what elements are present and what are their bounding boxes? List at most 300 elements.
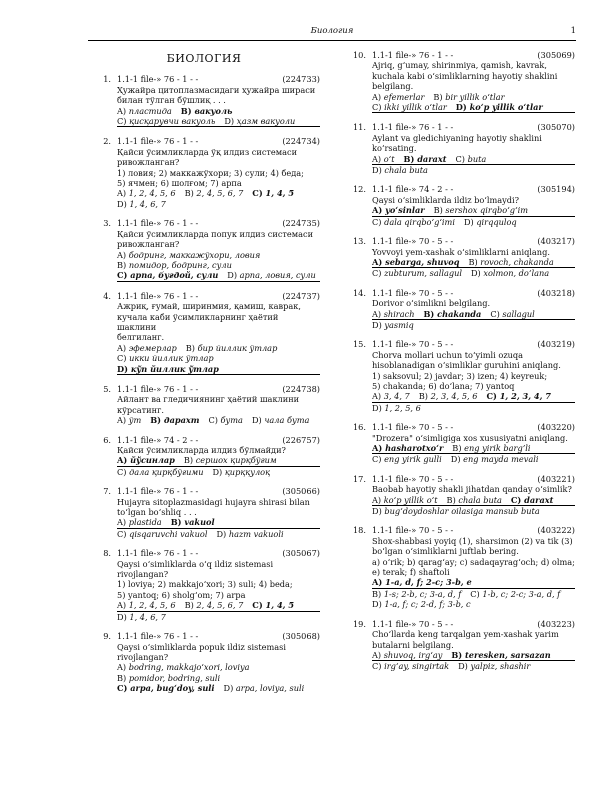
answer-row bbox=[117, 106, 320, 116]
question-id: (403219) bbox=[537, 339, 575, 350]
answer-row bbox=[372, 661, 575, 671]
question bbox=[88, 384, 320, 426]
answer-option bbox=[447, 495, 502, 505]
question-number: 11. bbox=[352, 122, 366, 133]
answer-row bbox=[372, 599, 575, 609]
answer-letter: C) bbox=[372, 102, 382, 113]
question-id: (305066) bbox=[282, 486, 320, 497]
answer-text: дала қирқбўғими bbox=[129, 466, 204, 477]
answer-option bbox=[372, 320, 414, 330]
answer-row bbox=[372, 257, 575, 268]
question-text-line: Dorivor o‘simlikni belgilang. bbox=[372, 298, 491, 309]
answer-option bbox=[471, 268, 549, 278]
answer-row bbox=[372, 217, 575, 227]
answer-text: pomidor, bodring, suli bbox=[128, 672, 221, 683]
question-number: 12. bbox=[352, 184, 366, 195]
question-text-line: 5) chakanda; 6) do‘lana; 7) yantoq bbox=[372, 380, 515, 391]
answer-text: ko‘p yillik o‘t bbox=[383, 494, 438, 505]
question-header bbox=[88, 486, 320, 496]
answer-option bbox=[434, 205, 528, 215]
answer-letter: A) bbox=[372, 494, 382, 505]
question-text-line: belgilang. bbox=[372, 81, 414, 92]
answer-text: yalpiz, shashir bbox=[470, 661, 531, 672]
answer-row bbox=[372, 309, 575, 320]
correct-answer-option bbox=[117, 364, 219, 374]
question-meta: 1.1-1 file-» 70 - 5 - - bbox=[372, 525, 454, 536]
question-body bbox=[343, 298, 575, 330]
question-body bbox=[88, 229, 320, 282]
question-header bbox=[343, 288, 575, 298]
answer-letter: A) bbox=[372, 91, 382, 102]
answer-text: қисқарувчи вакуоль bbox=[129, 116, 216, 127]
answer-text: вакуоль bbox=[194, 105, 233, 116]
answer-option bbox=[227, 270, 316, 280]
answer-text: buta bbox=[467, 153, 487, 164]
question-body bbox=[343, 536, 575, 610]
question-id: (224733) bbox=[282, 74, 320, 85]
answer-row bbox=[372, 391, 575, 402]
question-body bbox=[88, 147, 320, 209]
answer-row bbox=[372, 506, 575, 516]
question-number: 5. bbox=[103, 383, 111, 394]
question-id: (224735) bbox=[282, 218, 320, 229]
answer-row bbox=[117, 188, 320, 198]
answer-row bbox=[117, 415, 320, 425]
answer-text: бодринг, маккажўхори, ловия bbox=[128, 249, 261, 260]
question-meta: 1.1-1 file-» 76 - 1 - - bbox=[117, 548, 199, 559]
answer-letter: B) bbox=[372, 588, 382, 599]
answer-letter: D) bbox=[117, 363, 128, 374]
answer-text: 1-s; 2-b, c; 3-a, d, f bbox=[383, 588, 462, 599]
question-number: 7. bbox=[103, 486, 111, 497]
answer-text: бута bbox=[220, 415, 243, 426]
question-body bbox=[88, 559, 320, 622]
question-header bbox=[343, 525, 575, 535]
answer-text: shuvoq, irg‘ay bbox=[383, 649, 443, 660]
answer-text: 1-a, f; c; 2-d, f; 3-b, c bbox=[384, 599, 471, 610]
question bbox=[343, 422, 575, 465]
question-meta: 1.1-1 file-» 70 - 5 - - bbox=[372, 422, 454, 433]
answer-text: eng yirik barg’li bbox=[464, 443, 531, 453]
answer-row bbox=[117, 517, 320, 528]
answer-row bbox=[372, 443, 575, 454]
answer-text: 1-a, d, f; 2-c; 3-b, e bbox=[385, 577, 472, 588]
question-text-line: rivojlangan? bbox=[117, 569, 169, 580]
answer-row bbox=[117, 353, 320, 375]
answer-letter: C) bbox=[117, 353, 127, 364]
question-header bbox=[88, 74, 320, 84]
answer-letter: D) bbox=[372, 599, 382, 610]
answer-option bbox=[212, 467, 270, 477]
answer-letter: B) bbox=[433, 205, 443, 216]
question-text-line: hisoblanadigan o‘simliklar guruhini aniqlang. bbox=[372, 360, 561, 371]
question-text-line: Shox-shabbasi yoyiq (1), sharsimon (2) va tik (3) bbox=[372, 535, 573, 546]
answer-text: эфемерлар bbox=[128, 342, 177, 353]
answer-option bbox=[117, 353, 214, 363]
question-id: (305194) bbox=[537, 184, 575, 195]
question-body bbox=[88, 394, 320, 425]
answer-letter: C) bbox=[117, 466, 127, 477]
question-text-line: Yovvoyi yem-xashak o‘simliklarni aniqlang. bbox=[372, 246, 550, 257]
answer-letter: D) bbox=[455, 102, 467, 113]
question-text-line: Hujayra sitoplazmasidagi hujayra shirasi bilan bbox=[117, 496, 310, 507]
answer-row bbox=[372, 205, 575, 216]
answer-letter: C) bbox=[372, 268, 382, 279]
question-id: (305070) bbox=[537, 122, 575, 133]
question-body bbox=[88, 497, 320, 540]
answer-option bbox=[224, 116, 295, 126]
question-text-line: 1) ловия; 2) маккажўхори; 3) сули; 4) беда; bbox=[117, 167, 304, 178]
answer-letter: C) bbox=[510, 494, 522, 505]
correct-answer-option bbox=[252, 600, 294, 610]
answer-text: йўсинлар bbox=[130, 455, 175, 466]
answer-text: ўт bbox=[128, 415, 142, 426]
question-body bbox=[343, 247, 575, 279]
answer-option bbox=[372, 102, 447, 112]
question-id: (226757) bbox=[282, 434, 320, 445]
answer-letter: C) bbox=[455, 153, 465, 164]
answer-option bbox=[372, 650, 442, 660]
answer-text: chala buta bbox=[384, 165, 428, 176]
question-body bbox=[343, 433, 575, 465]
question bbox=[343, 525, 575, 609]
answer-text: xolmon, do‘lana bbox=[483, 268, 550, 279]
correct-answer-option bbox=[511, 495, 554, 505]
answer-option bbox=[433, 92, 504, 102]
question-text-line: 5) yantoq; 6) sholg‘om; 7) arpa bbox=[117, 589, 246, 600]
answer-option bbox=[490, 309, 534, 319]
answer-row bbox=[372, 268, 575, 278]
answer-option bbox=[117, 343, 177, 353]
answer-letter: D) bbox=[463, 216, 474, 227]
correct-answer-option bbox=[372, 257, 459, 267]
answer-text: shirach bbox=[383, 308, 415, 319]
answer-letter: D) bbox=[450, 454, 461, 465]
answer-option bbox=[117, 199, 166, 209]
answer-option bbox=[208, 415, 242, 425]
question-meta: 1.1-1 file-» 70 - 5 - - bbox=[372, 618, 454, 629]
question bbox=[343, 339, 575, 413]
answer-option bbox=[117, 612, 166, 622]
answer-letter: C) bbox=[486, 391, 497, 402]
answer-text: 1, 2, 4, 5, 6 bbox=[128, 600, 176, 611]
question-body bbox=[343, 350, 575, 413]
question-text-line: Cho‘llarda keng tarqalgan yem-xashak yarim bbox=[372, 629, 559, 640]
answer-option bbox=[216, 529, 283, 539]
answer-option bbox=[117, 529, 207, 539]
answer-letter: B) bbox=[451, 649, 463, 660]
answer-text: zubturum, sallagul bbox=[384, 268, 462, 279]
answer-option bbox=[117, 600, 176, 610]
answer-option bbox=[452, 443, 530, 453]
question-header bbox=[343, 50, 575, 60]
answer-option bbox=[372, 403, 421, 413]
answer-text: rovoch, chakanda bbox=[480, 256, 554, 267]
question-number: 2. bbox=[103, 136, 111, 147]
answer-text: пластида bbox=[128, 105, 172, 116]
question-header bbox=[88, 435, 320, 445]
question-text-line: bo‘lgan o‘simliklarni juftlab bering. bbox=[372, 546, 519, 557]
answer-option bbox=[456, 154, 487, 164]
answer-letter: D) bbox=[458, 661, 468, 672]
answer-option bbox=[468, 257, 553, 267]
answer-letter: C) bbox=[117, 270, 128, 281]
answer-letter: A) bbox=[117, 662, 127, 673]
answer-text: қирққулоқ bbox=[224, 466, 271, 477]
answer-letter: A) bbox=[372, 256, 383, 267]
correct-answer-option bbox=[372, 205, 425, 215]
answer-letter: D) bbox=[117, 198, 127, 209]
correct-answer-option bbox=[117, 455, 175, 465]
question-id: (403220) bbox=[537, 422, 575, 433]
answer-text: 1, 2, 4, 5, 6 bbox=[128, 188, 176, 199]
answer-row bbox=[117, 612, 320, 622]
answer-text: 1-b, c; 2-c; 3-a, d, f bbox=[482, 588, 561, 599]
answer-letter: C) bbox=[372, 454, 382, 465]
answer-text: sebarga, shuvoq bbox=[385, 256, 460, 267]
correct-answer-option bbox=[456, 102, 543, 112]
answer-text: 1, 4, 5 bbox=[265, 188, 295, 199]
correct-answer-option bbox=[451, 650, 550, 660]
question-body bbox=[343, 133, 575, 176]
question-text-line: Qaysi o‘simliklarda popuk ildiz sistemasi bbox=[117, 641, 286, 652]
answer-text: сершох қирқбўғим bbox=[195, 455, 277, 466]
question-text-line: a) o‘rik; b) qarag‘ay; c) sadaqayrag‘och; d) olma; bbox=[372, 556, 575, 567]
answer-letter: A) bbox=[372, 308, 382, 319]
question bbox=[343, 184, 575, 227]
question-meta: 1.1-1 file-» 76 - 1 - - bbox=[117, 218, 199, 229]
answer-letter: B) bbox=[170, 517, 182, 528]
answer-letter: A) bbox=[117, 600, 127, 611]
answer-letter: D) bbox=[251, 415, 262, 426]
answer-text: arpa, loviya, suli bbox=[235, 683, 305, 694]
question-text-line: butalarni belgilang. bbox=[372, 639, 454, 650]
answer-letter: B) bbox=[150, 415, 162, 426]
answer-letter: D) bbox=[212, 466, 223, 477]
question-text-line: to‘lgan bo‘shliq . . . bbox=[117, 507, 197, 518]
answer-option bbox=[372, 268, 462, 278]
answer-option bbox=[117, 260, 232, 270]
answer-letter: A) bbox=[372, 153, 382, 164]
answer-text: икки йиллик ўтлар bbox=[129, 353, 214, 364]
correct-answer-option bbox=[150, 415, 199, 425]
answer-option bbox=[117, 673, 220, 683]
question-meta: 1.1-1 file-» 76 - 1 - - bbox=[117, 136, 199, 147]
question-text-line: ko‘rsating. bbox=[372, 143, 417, 154]
answer-letter: C) bbox=[470, 588, 480, 599]
answer-letter: A) bbox=[117, 455, 128, 466]
answer-letter: B) bbox=[184, 188, 194, 199]
correct-answer-option bbox=[171, 517, 215, 527]
answer-row bbox=[117, 673, 320, 683]
question-text-line: Baobab hayotiy shakli jihatdan qanday o‘simlik? bbox=[372, 484, 572, 495]
answer-row bbox=[117, 270, 320, 281]
correct-answer-option bbox=[181, 106, 233, 116]
answer-letter: B) bbox=[423, 308, 435, 319]
question-id: (403218) bbox=[537, 287, 575, 298]
answer-row bbox=[117, 683, 320, 693]
answer-letter: A) bbox=[372, 649, 382, 660]
question-text-line: Айлант ва гледичиянинг ҳаётий шаклини bbox=[117, 394, 300, 405]
answer-letter: B) bbox=[452, 443, 462, 453]
question-header bbox=[88, 631, 320, 641]
question-header bbox=[88, 291, 320, 301]
answer-text: plastida bbox=[128, 517, 162, 528]
answer-letter: C) bbox=[208, 415, 218, 426]
question-id: (224734) bbox=[282, 136, 320, 147]
question-text-line: e) terak; f) shaftoli bbox=[372, 567, 450, 578]
answer-letter: D) bbox=[372, 506, 382, 517]
answer-text: qisqaruvchi vakuol bbox=[129, 528, 208, 539]
answer-text: помидор, бодринг, сули bbox=[128, 259, 232, 270]
question-text-line: кучала каби ўсимликларнинг ҳаётий шаклини bbox=[117, 311, 279, 332]
answer-option bbox=[372, 454, 442, 464]
answer-letter: D) bbox=[372, 402, 382, 413]
question-header bbox=[88, 136, 320, 146]
answer-option bbox=[117, 250, 260, 260]
question-text-line: Қайси ўсимликларда ўқ илдиз системаси bbox=[117, 146, 298, 157]
question-meta: 1.1-1 file-» 76 - 1 - - bbox=[117, 486, 199, 497]
answer-text: eng yirik gulli bbox=[384, 454, 442, 465]
question-text-line: 1) loviya; 2) makkajo‘xori; 3) suli; 4) beda; bbox=[117, 579, 293, 590]
answer-letter: A) bbox=[372, 205, 383, 216]
question-meta: 1.1-1 file-» 70 - 5 - - bbox=[372, 287, 454, 298]
answer-letter: D) bbox=[224, 116, 235, 127]
answer-option bbox=[458, 661, 530, 671]
answer-letter: B) bbox=[180, 105, 192, 116]
answer-text: 1, 2, 5, 6 bbox=[384, 402, 421, 413]
header-title: Биология bbox=[310, 26, 354, 36]
answer-row bbox=[117, 260, 320, 270]
answer-option bbox=[372, 661, 449, 671]
answer-option bbox=[186, 343, 278, 353]
answer-option bbox=[117, 116, 215, 126]
answer-letter: B) bbox=[468, 256, 478, 267]
answer-option bbox=[117, 188, 176, 198]
answer-option bbox=[252, 415, 309, 425]
answer-option bbox=[464, 217, 517, 227]
answer-text: кўп йиллик ўтлар bbox=[130, 363, 219, 374]
answer-text: vakuol bbox=[184, 517, 215, 528]
answer-letter: B) bbox=[403, 153, 415, 164]
question-number: 3. bbox=[103, 218, 111, 229]
question-text-line: ривожланган? bbox=[117, 157, 180, 168]
answer-option bbox=[185, 188, 244, 198]
answer-option bbox=[117, 415, 141, 425]
answer-option bbox=[451, 454, 539, 464]
question-id: (224738) bbox=[282, 383, 320, 394]
answer-row bbox=[372, 495, 575, 506]
answer-row bbox=[372, 320, 575, 330]
question bbox=[343, 122, 575, 175]
question-body bbox=[88, 301, 320, 375]
question-text-line: Қайси ўсимликларда попук илдиз системаси bbox=[117, 228, 314, 239]
question-text-line: белгиланг. bbox=[117, 332, 165, 343]
answer-row bbox=[372, 92, 575, 102]
answer-letter: A) bbox=[117, 342, 127, 353]
answer-text: teresken, sarsazan bbox=[465, 649, 551, 660]
question-text-line: Qaysi o‘simliklarda ildiz bo‘lmaydi? bbox=[372, 194, 520, 205]
question-body bbox=[343, 629, 575, 672]
answer-letter: D) bbox=[470, 268, 481, 279]
question-text-line: rivojlangan? bbox=[117, 651, 169, 662]
correct-answer-option bbox=[372, 577, 472, 587]
answer-row bbox=[117, 455, 320, 466]
answer-letter: B) bbox=[117, 259, 127, 270]
answer-row bbox=[117, 343, 320, 353]
correct-answer-option bbox=[372, 443, 443, 453]
correct-answer-option bbox=[404, 154, 447, 164]
answer-text: ikki yillik o‘tlar bbox=[384, 102, 447, 113]
question-number: 8. bbox=[103, 548, 111, 559]
answer-text: 1, 4, 5 bbox=[265, 600, 295, 611]
question-id: (403221) bbox=[537, 473, 575, 484]
question-body bbox=[88, 85, 320, 128]
answer-letter: C) bbox=[252, 188, 263, 199]
answer-text: дарахт bbox=[163, 415, 200, 426]
question-meta: 1.1-1 file-» 76 - 1 - - bbox=[117, 74, 199, 85]
answer-row bbox=[117, 199, 320, 209]
answer-option bbox=[117, 106, 172, 116]
answer-option bbox=[372, 217, 455, 227]
answer-letter: C) bbox=[490, 308, 500, 319]
answer-row bbox=[372, 589, 575, 599]
correct-answer-option bbox=[117, 683, 215, 693]
answer-option bbox=[372, 495, 438, 505]
answer-row bbox=[372, 403, 575, 413]
answer-letter: C) bbox=[372, 216, 382, 227]
question-meta: 1.1-1 file-» 76 - 1 - - bbox=[117, 631, 199, 642]
question-text-line: Ҳужайра цитоплазмасидаги ҳужайра шираси bbox=[117, 84, 316, 95]
question bbox=[88, 136, 320, 209]
question-header bbox=[343, 236, 575, 246]
answer-text: daraxt bbox=[417, 153, 447, 164]
question bbox=[88, 486, 320, 539]
answer-option bbox=[372, 599, 471, 609]
answer-row bbox=[372, 165, 575, 175]
question-text-line: 1) saksovul; 2) javdar; 3) izen; 4) keyreuk; bbox=[372, 370, 548, 381]
question-header bbox=[343, 422, 575, 432]
question-meta: 1.1-1 file-» 76 - 1 - - bbox=[117, 383, 199, 394]
question-header bbox=[343, 474, 575, 484]
answer-text: efemerlar bbox=[383, 91, 425, 102]
question bbox=[88, 74, 320, 127]
answer-letter: D) bbox=[372, 165, 382, 176]
answer-row bbox=[117, 116, 320, 127]
correct-answer-option bbox=[486, 391, 551, 401]
answer-letter: A) bbox=[372, 391, 382, 402]
answer-letter: B) bbox=[418, 391, 428, 402]
answer-text: 1, 4, 6, 7 bbox=[129, 198, 166, 209]
answer-text: hasharotxo‘r bbox=[385, 443, 444, 453]
question bbox=[343, 236, 575, 279]
question-text-line: "Drozera" o‘simligiga xos xususiyatni aniqlang. bbox=[372, 432, 568, 443]
answer-text: bodring, makkajo‘xori, loviya bbox=[128, 662, 250, 673]
answer-letter: C) bbox=[252, 600, 263, 611]
question-meta: 1.1-1 file-» 76 - 1 - - bbox=[372, 122, 454, 133]
answer-option bbox=[419, 391, 478, 401]
question-id: (403223) bbox=[537, 618, 575, 629]
question-meta: 1.1-1 file-» 74 - 2 - - bbox=[372, 184, 454, 195]
answer-option bbox=[372, 309, 414, 319]
answer-letter: A) bbox=[117, 188, 127, 199]
answer-text: 2, 4, 5, 6, 7 bbox=[196, 188, 244, 199]
answer-row bbox=[117, 529, 320, 539]
question-meta: 1.1-1 file-» 70 - 5 - - bbox=[372, 339, 454, 350]
section-title: БИОЛОГИЯ bbox=[166, 52, 242, 65]
question-meta: 1.1-1 file-» 70 - 5 - - bbox=[372, 236, 454, 247]
answer-option bbox=[117, 662, 249, 672]
